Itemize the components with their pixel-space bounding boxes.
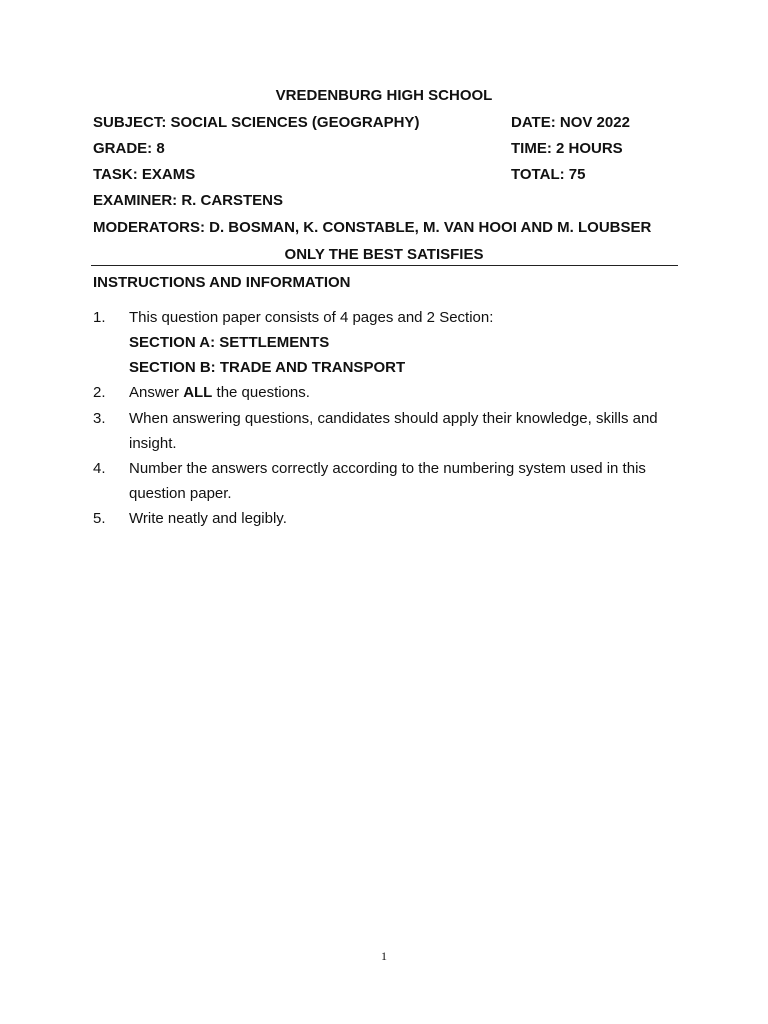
school-title: VREDENBURG HIGH SCHOOL [275,87,493,104]
moderators-label: MODERATORS: D. BOSMAN, K. CONSTABLE, M. VAN HOOI AND M. LOUBSER [93,219,652,236]
instruction-text-1: This question paper consists of 4 pages and 2 Section: [129,309,494,326]
section-b-label: SECTION B: TRADE AND TRANSPORT [129,359,406,376]
instruction-text-3-line1: When answering questions, candidates should apply their knowledge, skills and [129,410,658,427]
instruction-text-4-line1: Number the answers correctly according to the numbering system used in this [129,460,646,477]
subject-label: SUBJECT: SOCIAL SCIENCES (GEOGRAPHY) [93,114,420,131]
instruction-text-3-line2: insight. [129,435,177,452]
time-label: TIME: 2 HOURS [511,140,623,157]
instruction-text-5: Write neatly and legibly. [129,510,287,527]
instruction-text-2 [129,384,310,401]
instruction-number-5: 5. [93,510,106,527]
examiner-label: EXAMINER: R. CARSTENS [93,192,284,209]
instruction-text-4-line2: question paper. [129,485,232,502]
page-number: 1 [381,949,387,963]
section-a-label: SECTION A: SETTLEMENTS [129,334,330,351]
instruction-number-3: 3. [93,410,106,427]
instruction-number-1: 1. [93,309,106,326]
task-label: TASK: EXAMS [93,166,196,183]
grade-label: GRADE: 8 [93,140,165,157]
total-label: TOTAL: 75 [511,166,586,183]
instructions-heading: INSTRUCTIONS AND INFORMATION [93,274,351,291]
instruction-text-2-after: the questions. [212,384,310,401]
instruction-text-2-before: Answer [129,384,184,401]
header-divider [91,265,678,266]
school-motto: ONLY THE BEST SATISFIES [284,246,484,263]
date-label: DATE: NOV 2022 [511,114,630,131]
instruction-text-2-bold: ALL [183,384,213,401]
instruction-number-4: 4. [93,460,106,477]
instruction-number-2: 2. [93,384,106,401]
